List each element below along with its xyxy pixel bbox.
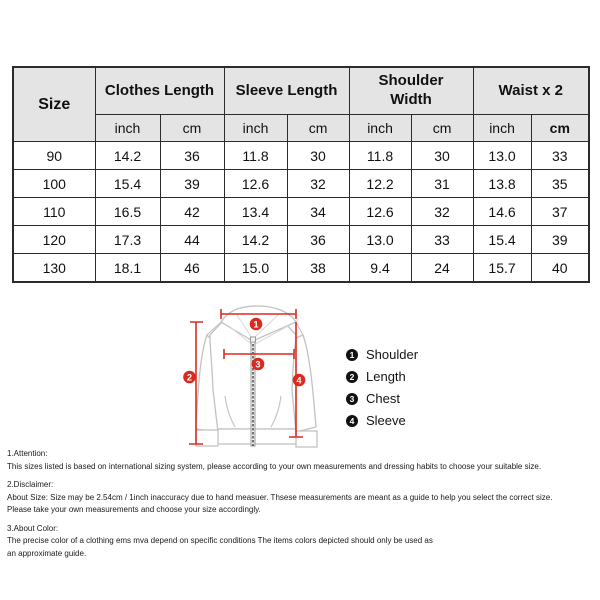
- note-line: About Size: Size may be 2.54cm / 1inch inaccuracy due to hand measuer. Thsese measurements are meant as a guide to help you select the correct size.: [7, 492, 553, 502]
- size-cell: 110: [13, 198, 95, 226]
- legend-number-bullet: 3: [346, 393, 358, 405]
- marker-3-number: 3: [255, 359, 261, 370]
- table-row: [13, 254, 589, 283]
- value-cell: 15.4: [473, 226, 531, 254]
- legend-label: Shoulder: [366, 347, 419, 362]
- value-cell: 39: [160, 170, 224, 198]
- value-cell: 18.1: [95, 254, 160, 283]
- note-block: [7, 523, 597, 561]
- measurement-legend: [346, 347, 418, 435]
- value-cell: 44: [160, 226, 224, 254]
- legend-label: Length: [366, 369, 406, 384]
- value-cell: 12.2: [349, 170, 411, 198]
- value-cell: 46: [160, 254, 224, 283]
- marker-2-number: 2: [186, 372, 193, 383]
- value-cell: 33: [531, 142, 589, 170]
- unit-header: inch: [224, 115, 287, 142]
- size-cell: 130: [13, 254, 95, 283]
- value-cell: 40: [531, 254, 589, 283]
- value-cell: 32: [287, 170, 349, 198]
- value-cell: 36: [160, 142, 224, 170]
- size-column-header: Size: [13, 67, 95, 142]
- group-header-row: [13, 67, 589, 115]
- value-cell: 9.4: [349, 254, 411, 283]
- value-cell: 32: [411, 198, 473, 226]
- value-cell: 12.6: [349, 198, 411, 226]
- value-cell: 15.7: [473, 254, 531, 283]
- value-cell: 12.6: [224, 170, 287, 198]
- note-heading: 3.About Color:: [7, 523, 59, 533]
- legend-item: [346, 369, 418, 384]
- value-cell: 35: [531, 170, 589, 198]
- legend-label: Sleeve: [366, 413, 406, 428]
- value-cell: 24: [411, 254, 473, 283]
- size-cell: 90: [13, 142, 95, 170]
- jacket-measurement-diagram: [180, 300, 325, 460]
- jacket-zipper-pull: [251, 337, 256, 342]
- legend-label: Chest: [366, 391, 400, 406]
- value-cell: 39: [531, 226, 589, 254]
- size-cell: 100: [13, 170, 95, 198]
- value-cell: 36: [287, 226, 349, 254]
- table-row: [13, 142, 589, 170]
- unit-header: inch: [473, 115, 531, 142]
- value-cell: 14.2: [95, 142, 160, 170]
- value-cell: 30: [411, 142, 473, 170]
- note-block: [7, 448, 597, 473]
- marker-1-number: 1: [253, 319, 259, 330]
- legend-number-bullet: 4: [346, 415, 358, 427]
- size-table-header: [13, 67, 589, 142]
- table-row: [13, 198, 589, 226]
- unit-header: inch: [349, 115, 411, 142]
- group-header: Sleeve Length: [224, 67, 349, 115]
- legend-number-bullet: 1: [346, 349, 358, 361]
- jacket-right-cuff: [296, 431, 317, 447]
- value-cell: 30: [287, 142, 349, 170]
- note-heading: 2.Disclaimer:: [7, 480, 54, 489]
- value-cell: 11.8: [224, 142, 287, 170]
- note-line: Please take your own measurements and choose your size accordingly.: [7, 505, 261, 514]
- unit-header-row: [13, 115, 589, 142]
- value-cell: 13.0: [349, 226, 411, 254]
- unit-header: cm: [531, 115, 589, 142]
- value-cell: 15.4: [95, 170, 160, 198]
- note-line: The precise color of a clothing ems mva depend on specific conditions The items colors depicted should only be used as: [7, 536, 433, 545]
- value-cell: 42: [160, 198, 224, 226]
- value-cell: 16.5: [95, 198, 160, 226]
- size-chart-table: [12, 66, 590, 283]
- table-row: [13, 226, 589, 254]
- group-header: Shoulder Width: [349, 67, 473, 115]
- note-line: an approximate guide.: [7, 548, 87, 558]
- group-header: Clothes Length: [95, 67, 224, 115]
- table-row: [13, 170, 589, 198]
- value-cell: 14.6: [473, 198, 531, 226]
- note-heading: 1.Attention:: [7, 449, 48, 458]
- unit-header: cm: [287, 115, 349, 142]
- value-cell: 17.3: [95, 226, 160, 254]
- legend-number-bullet: 2: [346, 371, 358, 383]
- size-table-body: [13, 142, 589, 283]
- marker-4-number: 4: [296, 375, 302, 386]
- value-cell: 13.4: [224, 198, 287, 226]
- value-cell: 37: [531, 198, 589, 226]
- value-cell: 11.8: [349, 142, 411, 170]
- value-cell: 14.2: [224, 226, 287, 254]
- legend-item: [346, 413, 418, 428]
- legend-item: [346, 347, 418, 362]
- size-cell: 120: [13, 226, 95, 254]
- unit-header: cm: [160, 115, 224, 142]
- value-cell: 38: [287, 254, 349, 283]
- note-block: [7, 479, 597, 517]
- value-cell: 33: [411, 226, 473, 254]
- value-cell: 13.8: [473, 170, 531, 198]
- unit-header: inch: [95, 115, 160, 142]
- note-line: This sizes listed is based on international sizing system, please according to your own measurements and dressing habits to choose your suitable size.: [7, 461, 542, 471]
- group-header: Waist x 2: [473, 67, 589, 115]
- value-cell: 13.0: [473, 142, 531, 170]
- value-cell: 15.0: [224, 254, 287, 283]
- unit-header: cm: [411, 115, 473, 142]
- value-cell: 34: [287, 198, 349, 226]
- value-cell: 31: [411, 170, 473, 198]
- notes-section: [7, 448, 597, 566]
- legend-item: [346, 391, 418, 406]
